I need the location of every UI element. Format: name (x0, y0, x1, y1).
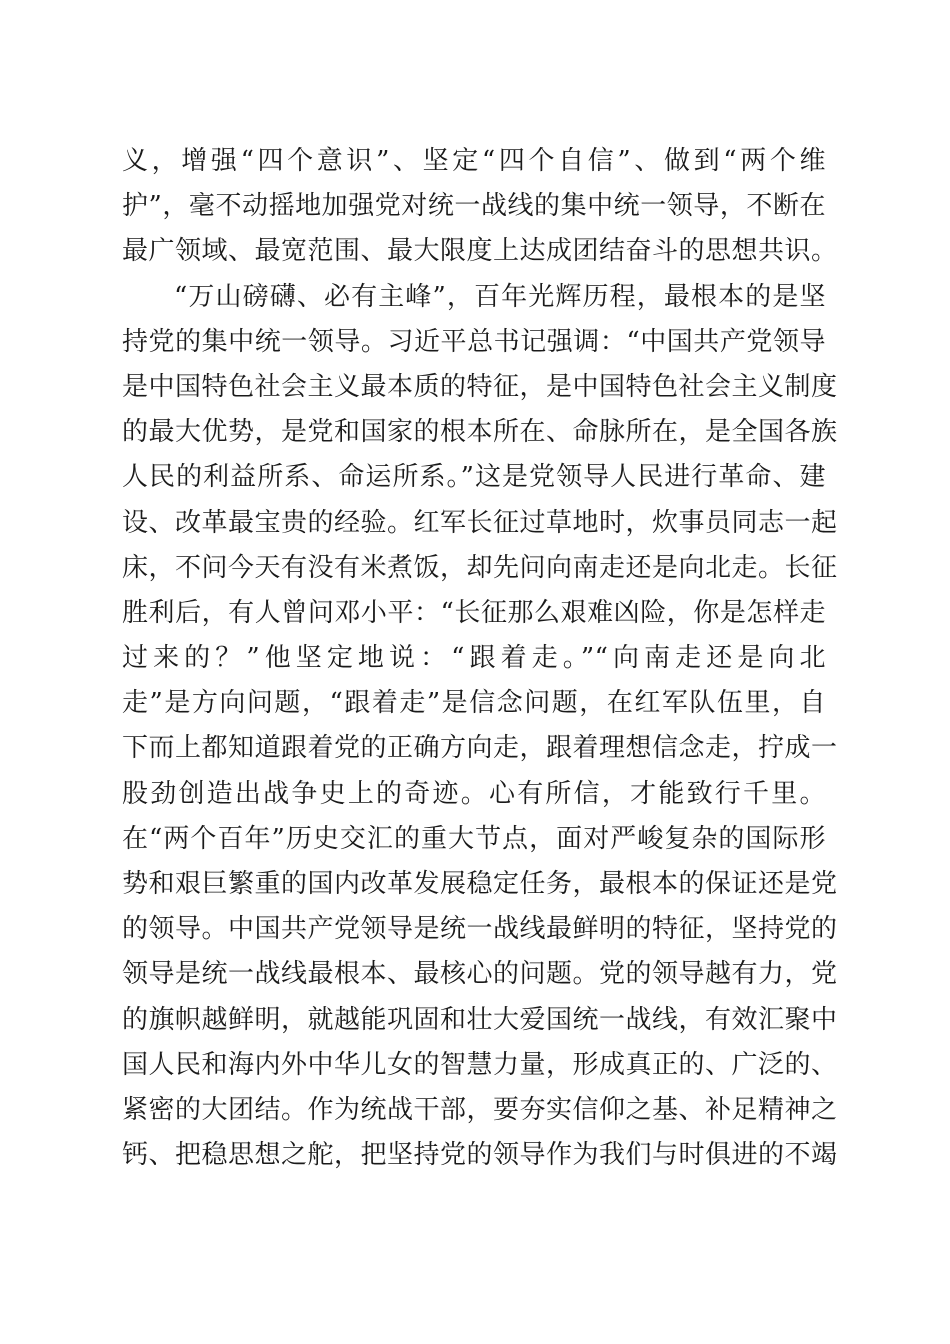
paragraph-start-line: “万山磅礴、必有主峰”，百年光辉历程，最根本的是坚 (174, 281, 826, 312)
text-line: 的领导。中国共产党领导是统一战线最鲜明的特征，坚持党的 (122, 914, 838, 945)
text-line: 人民的利益所系、命运所系。”这是党领导人民进行革命、建 (122, 462, 826, 493)
text-line: 下而上都知道跟着党的正确方向走，跟着理想信念走，拧成一 (122, 733, 838, 764)
text-line: 床，不问今天有没有米煮饭，却先问向南走还是向北走。长征 (122, 552, 838, 583)
text-line: 国人民和海内外中华儿女的智慧力量，形成真正的、广泛的、 (122, 1049, 838, 1080)
paragraph-end-line: 最广领域、最宽范围、最大限度上达成团结奋斗的思想共识。 (122, 236, 838, 267)
text-line: 在“两个百年”历史交汇的重大节点，面对严峻复杂的国际形 (122, 823, 826, 854)
text-line: 胜利后，有人曾问邓小平：“长征那么艰难凶险，你是怎样走 (122, 597, 826, 628)
text-line: 走”是方向问题，“跟着走”是信念问题，在红军队伍里，自 (122, 688, 826, 719)
text-line: 股劲创造出战争史上的奇迹。心有所信，才能致行千里。 (122, 778, 826, 809)
text-line: 领导是统一战线最根本、最核心的问题。党的领导越有力，党 (122, 959, 838, 990)
text-line: 的旗帜越鲜明，就越能巩固和壮大爱国统一战线，有效汇聚中 (122, 1004, 838, 1035)
text-line: 护”，毫不动摇地加强党对统一战线的集中统一领导，不断在 (122, 191, 826, 222)
text-line: 持党的集中统一领导。习近平总书记强调：“中国共产党领导 (122, 326, 826, 357)
document-body (122, 139, 838, 1178)
text-line: 是中国特色社会主义最本质的特征，是中国特色社会主义制度 (122, 371, 838, 402)
text-line: 过来的？”他坚定地说：“跟着走。”“向南走还是向北 (122, 643, 826, 674)
text-line: 设、改革最宝贵的经验。红军长征过草地时，炊事员同志一起 (122, 507, 838, 538)
text-line: 紧密的大团结。作为统战干部，要夯实信仰之基、补足精神之 (122, 1094, 838, 1125)
text-line: 势和艰巨繁重的国内改革发展稳定任务，最根本的保证还是党 (122, 869, 838, 899)
text-line: 的最大优势，是党和国家的根本所在、命脉所在，是全国各族 (122, 417, 838, 448)
text-line: 义，增强“四个意识”、坚定“四个自信”、做到“两个维 (122, 146, 826, 176)
text-line: 钙、把稳思想之舵，把坚持党的领导作为我们与时俱进的不竭 (122, 1140, 838, 1171)
